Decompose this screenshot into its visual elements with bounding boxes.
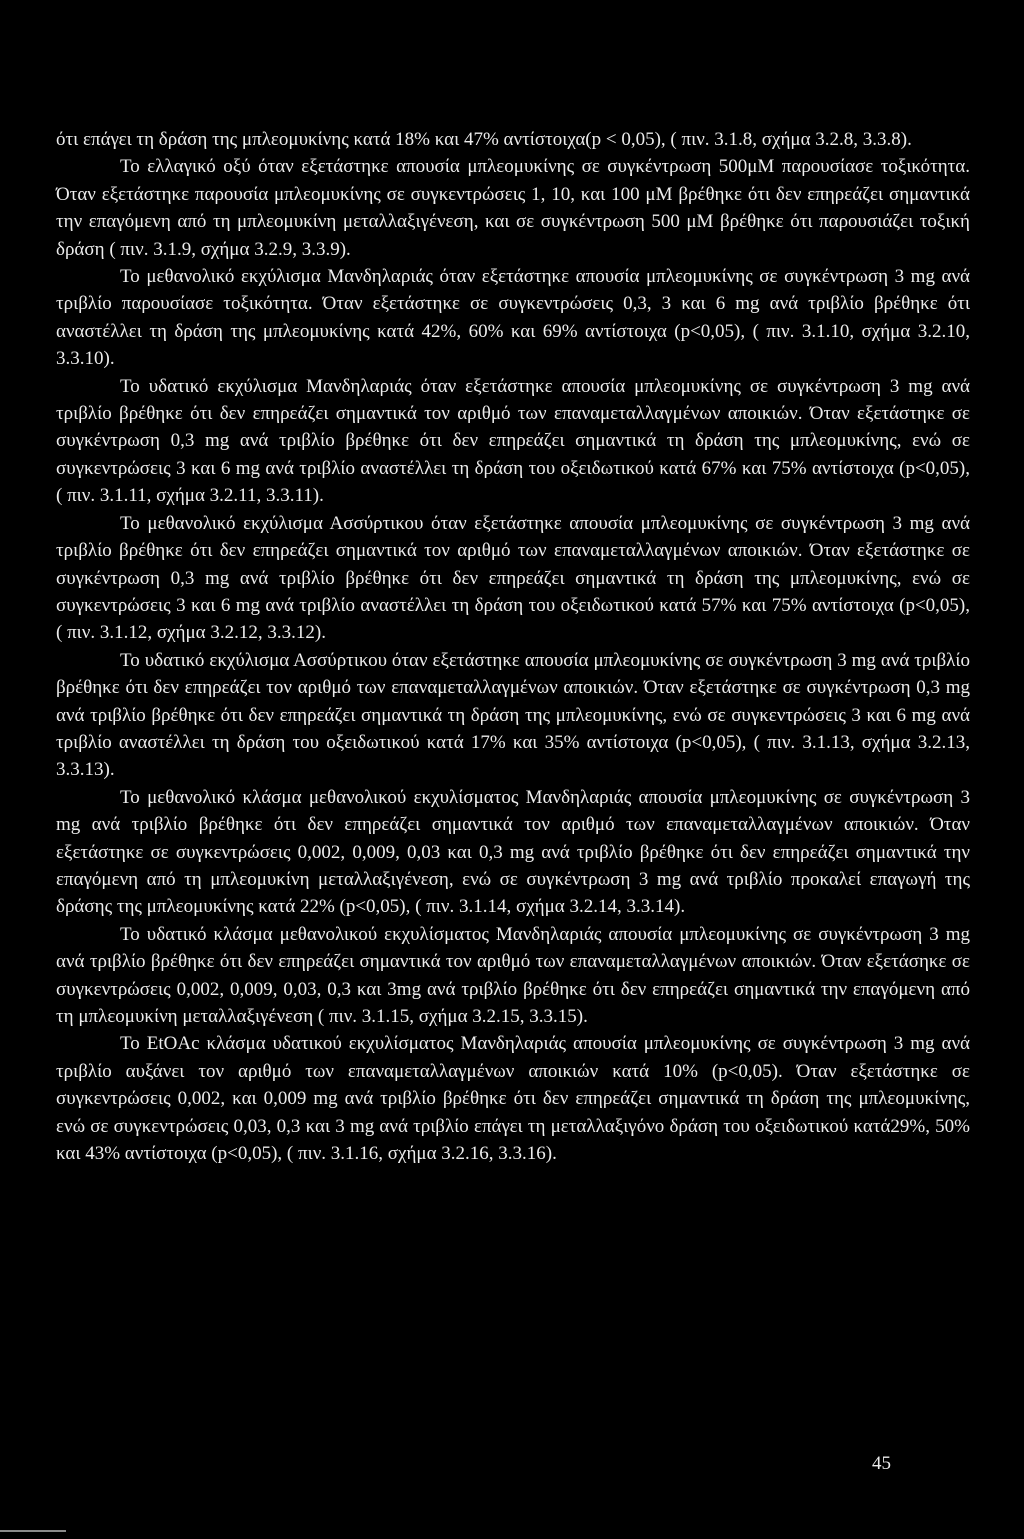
body-text	[56, 126, 970, 1167]
paragraph-9: Το EtOAc κλάσμα υδατικού εκχυλίσματος Μανδηλαριάς απουσία μπλεομυκίνης σε συγκέντρωση 3 mg ανά τριβλίο αυξάνει τον αριθμό των επαναμεταλλαγμένων αποικιών κατά 10% (p<0,05). Όταν εξετάστηκε σε συγκεντρώσεις 0,002, και 0,009 mg ανά τριβλίο βρέθηκε ότι δεν επηρεάζει σημαντικά τη δράση της μπλεομυκίνης, ενώ σε συγκεντρώσεις 0,03, 0,3 και 3 mg ανά τριβλίο επάγει τη μεταλλαξιγόνο δράση του οξειδωτικού κατά29%, 50% και 43% αντίστοιχα (p<0,05), ( πιν. 3.1.16, σχήμα 3.2.16, 3.3.16).	[56, 1033, 970, 1165]
paragraph-2: Το ελλαγικό οξύ όταν εξετάστηκε απουσία μπλεομυκίνης σε συγκέντρωση 500μΜ παρουσίασε τοξικότητα. Όταν εξετάστηκε παρουσία μπλεομυκίνης σε συγκεντρώσεις 1, 10, και 100 μΜ βρέθηκε ότι δεν επηρεάζει σημαντικά την επαγόμενη από τη μπλεομυκίνη μεταλλαξιγένεση, και σε συγκέντρωση 500 μΜ βρέθηκε ότι παρουσιάζει τοξική δράση ( πιν. 3.1.9, σχήμα 3.2.9, 3.3.9).	[56, 156, 970, 260]
paragraph-5: Το μεθανολικό εκχύλισμα Ασσύρτικου όταν εξετάστηκε απουσία μπλεομυκίνης σε συγκέντρωση 3 mg ανά τριβλίο βρέθηκε ότι δεν επηρεάζει σημαντικά τον αριθμό των επαναμεταλλαγμένων αποικιών. Όταν εξετάστηκε σε συγκέντρωση 0,3 mg ανά τριβλίο βρέθηκε ότι δεν επηρεάζει σημαντικά τη δράση της μπλεομυκίνης, ενώ σε συγκεντρώσεις 3 και 6 mg ανά τριβλίο αναστέλλει τη δράση του οξειδωτικού κατά 57% και 75% αντίστοιχα (p<0,05), ( πιν. 3.1.12, σχήμα 3.2.12, 3.3.12).	[56, 512, 970, 644]
page-number: 45	[872, 1453, 891, 1474]
paragraph-1: ότι επάγει τη δράση της μπλεομυκίνης κατά 18% και 47% αντίστοιχα(p < 0,05), ( πιν. 3.1.8, σχήμα 3.2.8, 3.3.8).	[56, 129, 912, 150]
paragraph-6: Το υδατικό εκχύλισμα Ασσύρτικου όταν εξετάστηκε απουσία μπλεομυκίνης σε συγκέντρωση 3 mg ανά τριβλίο βρέθηκε ότι δεν επηρεάζει τον αριθμό των επαναμεταλλαγμένων αποικιών. Όταν εξετάστηκε σε συγκέντρωση 0,3 mg ανά τριβλίο βρέθηκε ότι δεν επηρεάζει σημαντικά τη δράση της μπλεομυκίνης, ενώ σε συγκεντρώσεις 3 και 6 mg ανά τριβλίο αναστέλλει τη δράση του οξειδωτικού κατά 17% και 35% αντίστοιχα (p<0,05), ( πιν. 3.1.13, σχήμα 3.2.13, 3.3.13).	[56, 649, 970, 781]
paragraph-7: Το μεθανολικό κλάσμα μεθανολικού εκχυλίσματος Μανδηλαριάς απουσία μπλεομυκίνης σε συγκέντρωση 3 mg ανά τριβλίο βρέθηκε ότι δεν επηρεάζει σημαντικά τον αριθμό των επαναμεταλλαγμένων αποικιών. Όταν εξετάστηκε σε συγκεντρώσεις 0,002, 0,009, 0,03 και 0,3 mg ανά τριβλίο βρέθηκε ότι δεν επηρεάζει σημαντικά την επαγόμενη από τη μπλεομυκίνη μεταλλαξιγένεση, ενώ σε συγκέντρωση 3 mg ανά τριβλίο προκαλεί επαγωγή της δράσης της μπλεομυκίνης κατά 22% (p<0,05), ( πιν. 3.1.14, σχήμα 3.2.14, 3.3.14).	[56, 786, 970, 918]
paragraph-3: Το μεθανολικό εκχύλισμα Μανδηλαριάς όταν εξετάστηκε απουσία μπλεομυκίνης σε συγκέντρωση 3 mg ανά τριβλίο παρουσίασε τοξικότητα. Όταν εξετάστηκε σε συγκεντρώσεις 0,3, 3 και 6 mg ανά τριβλίο βρέθηκε ότι αναστέλλει τη δράση της μπλεομυκίνης κατά 42%, 60% και 69% αντίστοιχα (p<0,05), ( πιν. 3.1.10, σχήμα 3.2.10, 3.3.10).	[56, 266, 970, 370]
footer-divider	[0, 1530, 66, 1532]
paragraph-8: Το υδατικό κλάσμα μεθανολικού εκχυλίσματος Μανδηλαριάς απουσία μπλεομυκίνης σε συγκέντρωση 3 mg ανά τριβλίο βρέθηκε ότι δεν επηρεάζει σημαντικά τον αριθμό των επαναμεταλλαγμένων αποικιών. Όταν εξετάσηκε σε συγκεντρώσεις 0,002, 0,009, 0,03, 0,3 και 3mg ανά τριβλίο βρέθηκε ότι δεν επηρεάζει σημαντικά την επαγόμενη από τη μπλεομυκίνη μεταλλαξιγένεση ( πιν. 3.1.15, σχήμα 3.2.15, 3.3.15).	[56, 923, 970, 1027]
paragraph-4: Το υδατικό εκχύλισμα Μανδηλαριάς όταν εξετάστηκε απουσία μπλεομυκίνης σε συγκέντρωση 3 mg ανά τριβλίο βρέθηκε ότι δεν επηρεάζει σημαντικά τον αριθμό των επαναμεταλλαγμένων αποικιών. Όταν εξετάστηκε σε συγκέντρωση 0,3 mg ανά τριβλίο βρέθηκε ότι δεν επηρεάζει σημαντικά τη δράση της μπλεομυκίνης, ενώ σε συγκεντρώσεις 3 και 6 mg ανά τριβλίο αναστέλλει τη δράση του οξειδωτικού κατά 67% και 75% αντίστοιχα (p<0,05), ( πιν. 3.1.11, σχήμα 3.2.11, 3.3.11).	[56, 375, 970, 507]
